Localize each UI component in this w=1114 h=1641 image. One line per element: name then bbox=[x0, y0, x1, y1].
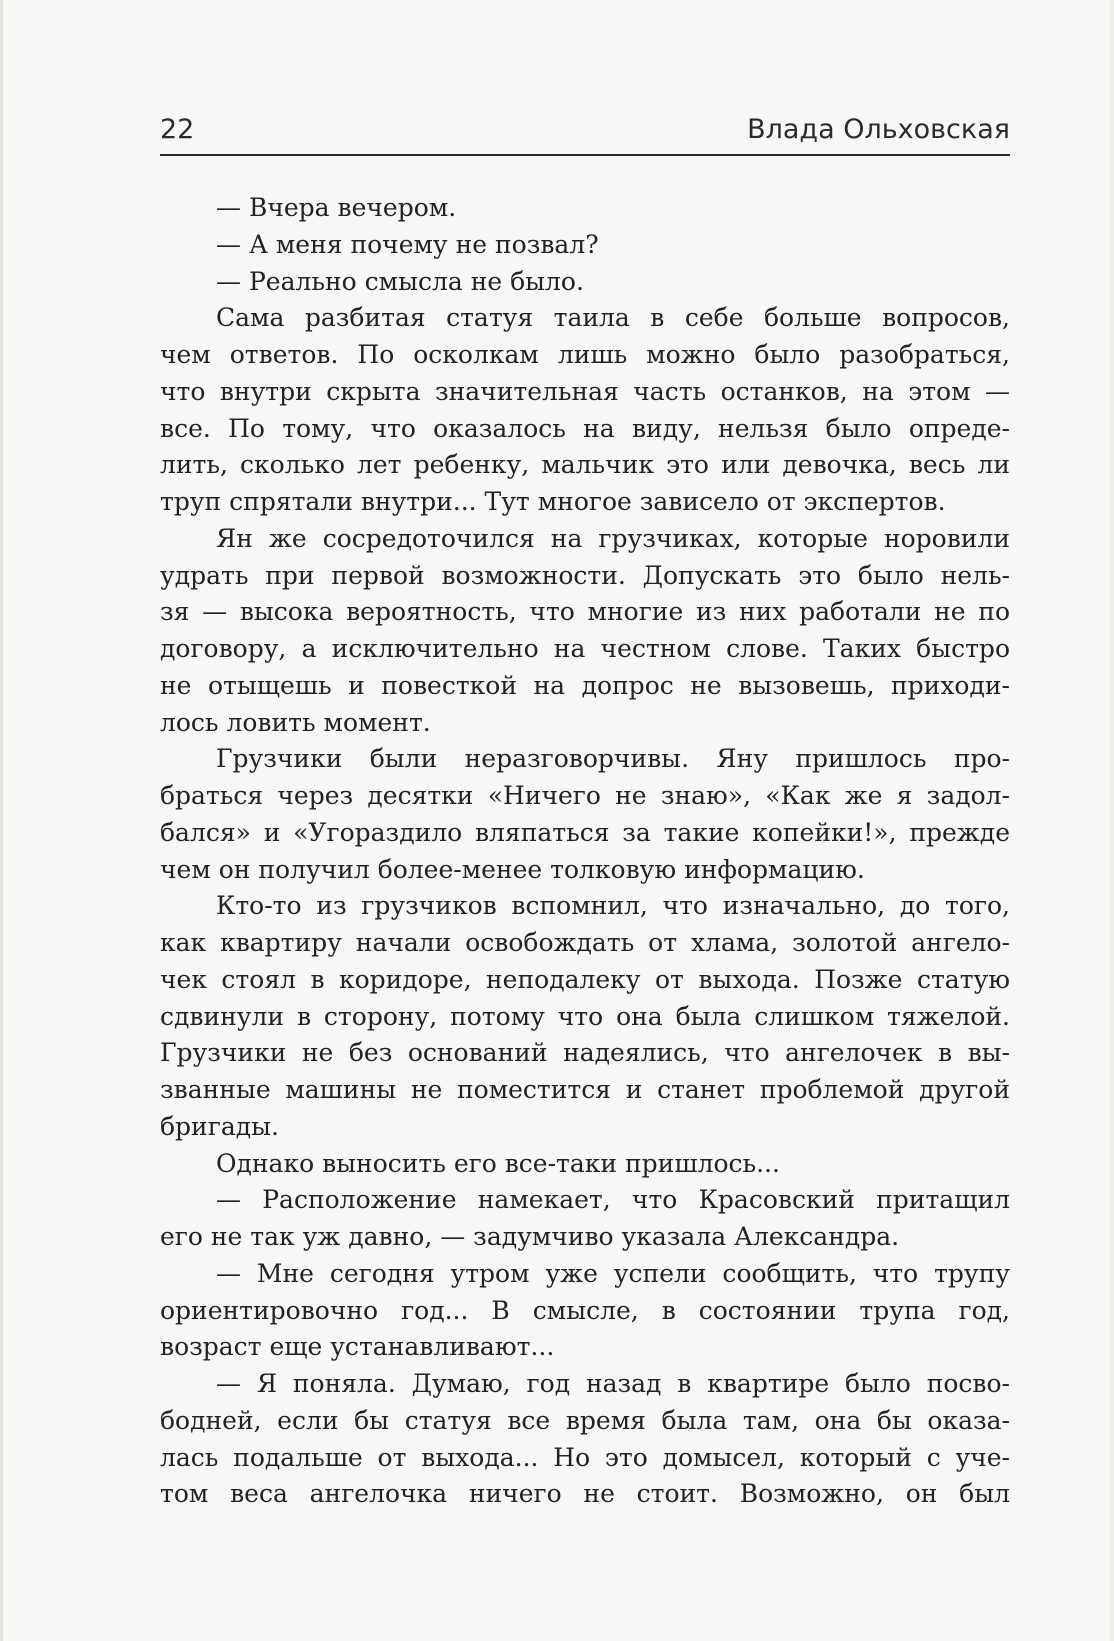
page-number: 22 bbox=[160, 114, 195, 145]
text-line: — Я поняла. Думаю, год назад в квартире было посво- bbox=[216, 1369, 1010, 1398]
text-line: Грузчики не без оснований надеялись, что ангелочек в вы- bbox=[160, 1038, 1010, 1068]
text-line: браться через десятки «Ничего не знаю», «Как же я задол- bbox=[160, 781, 1010, 810]
text-line: возраст еще устанавливают... bbox=[160, 1332, 555, 1362]
text-line: — Вчера вечером. bbox=[216, 193, 457, 222]
text-line: лась подальше от выхода... Но это домысел, который с уче- bbox=[160, 1442, 1010, 1472]
text-line: Сама разбитая статуя таила в себе больше вопросов, bbox=[216, 303, 1010, 333]
text-line: бался» и «Угораздило вляпаться за такие копейки!», прежде bbox=[160, 817, 1010, 847]
text-line: званные машины не поместится и станет проблемой другой bbox=[160, 1075, 1010, 1104]
text-line: чем ответов. По осколкам лишь можно было разобраться, bbox=[160, 340, 1010, 369]
text-line: ориентировочно год... В смысле, в состоянии трупа год, bbox=[160, 1295, 1010, 1325]
page-right-edge bbox=[1110, 0, 1114, 1641]
text-line: как квартиру начали освобождать от хлама, золотой ангело- bbox=[160, 928, 1010, 957]
text-line: труп спрятали внутри... Тут многое зависело от экспертов. bbox=[160, 487, 946, 516]
text-line: удрать при первой возможности. Допускать это было нель- bbox=[160, 560, 1010, 590]
text-line: все. По тому, что оказалось на виду, нельзя было опреде- bbox=[160, 413, 1010, 443]
body-text bbox=[160, 190, 1010, 1513]
text-line: — Расположение намекает, что Красовский притащил bbox=[216, 1185, 1010, 1215]
text-line: — Реально смысла не было. bbox=[216, 266, 584, 296]
page-left-edge bbox=[0, 0, 3, 1641]
text-line: Грузчики были неразговорчивы. Яну пришлось про- bbox=[216, 744, 1010, 774]
text-line: сдвинули в сторону, потому что она была слишком тяжелой. bbox=[160, 1001, 1010, 1031]
text-line: Ян же сосредоточился на грузчиках, которые норовили bbox=[216, 523, 1010, 553]
running-title: Влада Ольховская bbox=[747, 114, 1010, 145]
text-line: лось ловить момент. bbox=[160, 707, 431, 737]
text-line: — Мне сегодня утром уже успели сообщить, что трупу bbox=[216, 1258, 1010, 1288]
text-line: том веса ангелочка ничего не стоит. Возможно, он был bbox=[160, 1479, 1010, 1509]
text-line: бригады. bbox=[160, 1111, 279, 1141]
text-line: Однако выносить его все-таки пришлось... bbox=[216, 1148, 780, 1178]
text-line: зя — высока вероятность, что многие из них работали не по bbox=[160, 597, 1010, 627]
text-line: лить, сколько лет ребенку, мальчик это или девочка, весь ли bbox=[160, 450, 1010, 480]
text-line: бодней, если бы статуя все время была там, она бы оказа- bbox=[160, 1405, 1010, 1435]
text-line: договору, а исключительно на честном слове. Таких быстро bbox=[160, 634, 1010, 663]
text-line: Кто-то из грузчиков вспомнил, что изначально, до того, bbox=[216, 891, 1010, 921]
text-line: чем он получил более-менее толковую информацию. bbox=[160, 854, 865, 884]
text-line: что внутри скрыта значительная часть останков, на этом — bbox=[160, 376, 1010, 406]
text-line: — А меня почему не позвал? bbox=[216, 229, 599, 259]
text-line: не отыщешь и повесткой на допрос не вызовешь, приходи- bbox=[160, 670, 1010, 700]
running-header bbox=[160, 112, 1010, 156]
text-line: чек стоял в коридоре, неподалеку от выхода. Позже статую bbox=[160, 964, 1010, 994]
text-line: его не так уж давно, — задумчиво указала Александра. bbox=[160, 1222, 900, 1251]
